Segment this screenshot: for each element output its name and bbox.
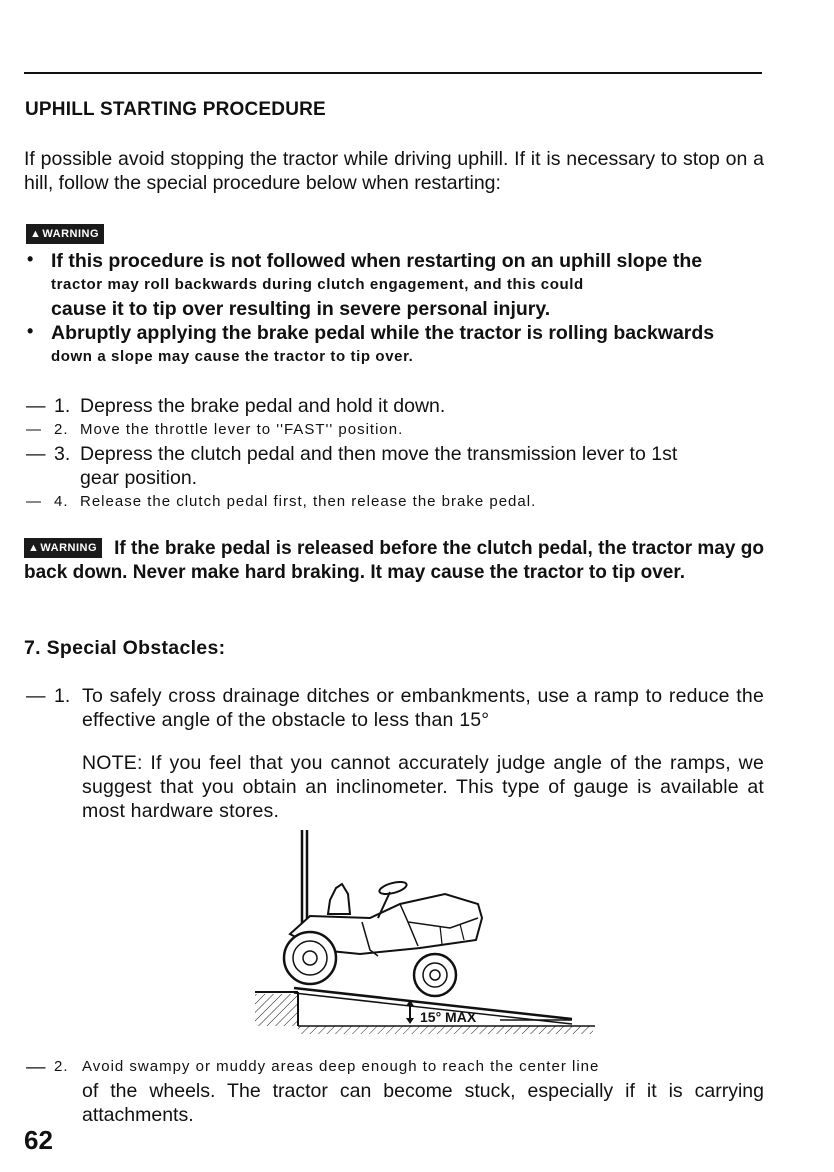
dash: — bbox=[26, 421, 42, 438]
item-number: 1. bbox=[54, 685, 71, 707]
warning-bullets bbox=[24, 249, 764, 369]
item-text-line: Avoid swampy or muddy areas deep enough to reach the center line bbox=[82, 1058, 600, 1075]
step-item bbox=[24, 418, 764, 442]
step-number: 2. bbox=[54, 421, 69, 438]
step-text: Depress the clutch pedal and then move the transmission lever to 1st bbox=[80, 443, 678, 465]
item-text-line: of the wheels. The tractor can become stuck, especially if it is carrying attachments. bbox=[82, 1080, 764, 1126]
step-item bbox=[24, 490, 764, 514]
warning-line: tractor may roll backwards during clutch engagement, and this could bbox=[51, 276, 584, 293]
bullet-icon: • bbox=[27, 321, 34, 341]
warning-label: WARNING bbox=[42, 228, 100, 240]
item-text bbox=[82, 1055, 764, 1127]
angle-label: 15° MAX bbox=[420, 1009, 477, 1025]
section-heading: UPHILL STARTING PROCEDURE bbox=[25, 99, 326, 120]
warning-line: down a slope may cause the tractor to tip over. bbox=[51, 348, 414, 365]
warning-line: Abruptly applying the brake pedal while the tractor is rolling backwards bbox=[51, 322, 715, 344]
section-title: 7. Special Obstacles: bbox=[24, 637, 226, 659]
warning-badge bbox=[26, 224, 104, 244]
dash: — bbox=[26, 395, 46, 417]
warning-line: If this procedure is not followed when restarting on an uphill slope the bbox=[51, 250, 703, 272]
step-text: Depress the brake pedal and hold it down. bbox=[80, 395, 446, 417]
step-text: Release the clutch pedal first, then release the brake pedal. bbox=[80, 493, 537, 510]
brake-warning-text: If the brake pedal is released before the clutch pedal, the tractor may go back down. Never make hard braking. It may cause the tractor to tip over. bbox=[24, 538, 764, 583]
warning-bullet bbox=[24, 249, 764, 321]
step-text: Move the throttle lever to ''FAST'' position. bbox=[80, 421, 404, 438]
page-number: 62 bbox=[24, 1125, 53, 1155]
warning-triangle-icon: ▲ bbox=[30, 228, 42, 240]
intro-paragraph: If possible avoid stopping the tractor while driving uphill. If it is necessary to stop on a hill, follow the special procedure below when restarting: bbox=[24, 148, 764, 194]
brake-warning bbox=[24, 537, 764, 585]
warning-triangle-icon: ▲ bbox=[28, 542, 40, 554]
dash: — bbox=[26, 493, 42, 510]
bullet-icon: • bbox=[27, 249, 34, 269]
procedure-steps bbox=[24, 394, 764, 514]
warning-line: cause it to tip over resulting in severe personal injury. bbox=[51, 298, 551, 320]
top-rule bbox=[24, 72, 762, 74]
warning-badge bbox=[24, 538, 102, 558]
dash: — bbox=[26, 1056, 46, 1078]
step-item bbox=[24, 394, 764, 418]
item-number: 2. bbox=[54, 1058, 69, 1075]
step-number: 4. bbox=[54, 493, 69, 510]
obstacle-item bbox=[24, 684, 764, 732]
dash: — bbox=[26, 443, 46, 465]
step-item bbox=[24, 442, 764, 490]
step-number: 3. bbox=[54, 443, 71, 465]
note-paragraph: NOTE: If you feel that you cannot accurately judge angle of the ramps, we suggest that you obtain an inclinometer. This type of gauge is available at most hardware stores. bbox=[82, 752, 764, 822]
warning-label: WARNING bbox=[40, 542, 98, 554]
obstacle-item bbox=[24, 1055, 764, 1127]
dash: — bbox=[26, 685, 46, 707]
tractor-ramp-illustration bbox=[250, 822, 610, 1059]
warning-bullet bbox=[24, 321, 764, 369]
step-text: gear position. bbox=[80, 467, 198, 489]
step-number: 1. bbox=[54, 395, 71, 417]
item-text: To safely cross drainage ditches or embankments, use a ramp to reduce the effective angle of the obstacle to less than 15° bbox=[82, 685, 764, 731]
